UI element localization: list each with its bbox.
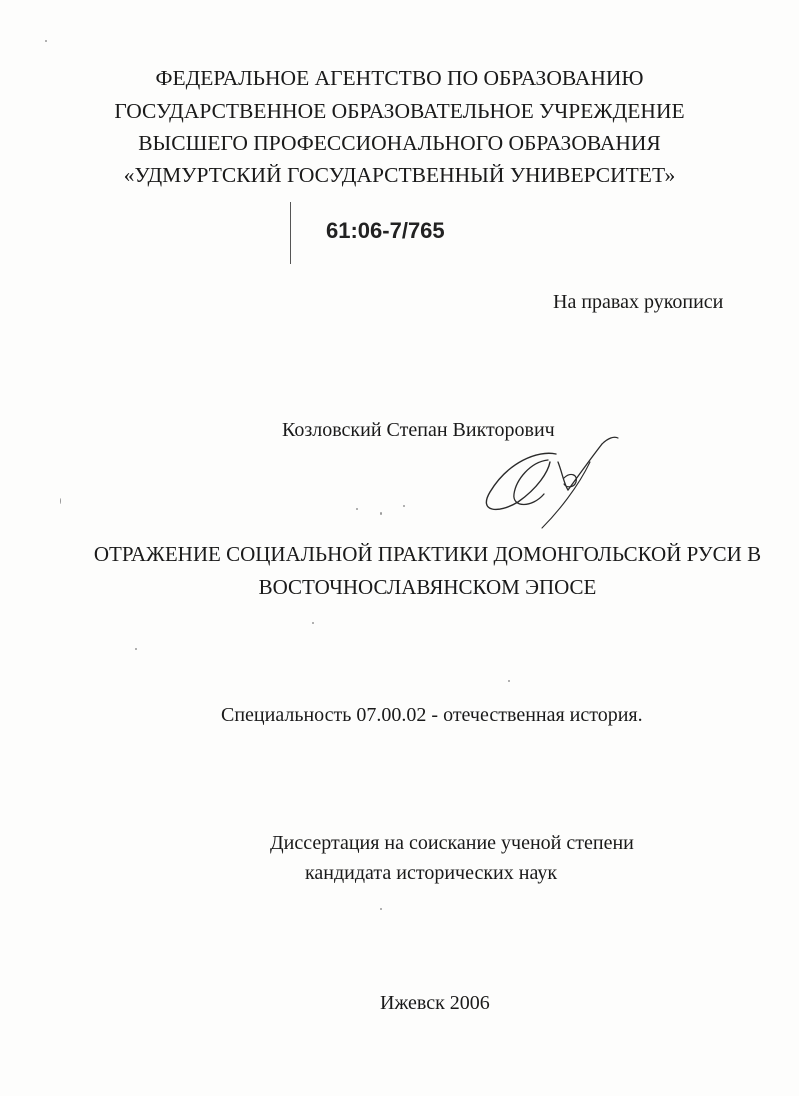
thesis-title-line-1: ОТРАЖЕНИЕ СОЦИАЛЬНОЙ ПРАКТИКИ ДОМОНГОЛЬСКОЙ РУСИ В [93,542,762,566]
author-name: Козловский Степан Викторович [282,419,555,441]
signature-icon [478,432,628,532]
scan-speck [356,508,358,510]
header-line-agency: ФЕДЕРАЛЬНОЕ АГЕНТСТВО ПО ОБРАЗОВАНИЮ [155,66,644,90]
scan-speck [508,680,510,682]
thesis-title-line-2: ВОСТОЧНОСЛАВЯНСКОМ ЭПОСЕ [258,575,597,599]
header-line-education: ВЫСШЕГО ПРОФЕССИОНАЛЬНОГО ОБРАЗОВАНИЯ [138,131,661,155]
degree-line-1: Диссертация на соискание ученой степени [270,832,634,854]
rights-note: На правах рукописи [553,291,724,313]
place-year: Ижевск 2006 [380,992,490,1014]
scan-speck [60,498,61,504]
header-line-institution: ГОСУДАРСТВЕННОЕ ОБРАЗОВАТЕЛЬНОЕ УЧРЕЖДЕНИЕ [114,99,685,123]
stamp-vertical-bar [290,202,291,264]
scan-speck [312,622,314,624]
specialty-line: Специальность 07.00.02 - отечественная история. [221,704,643,726]
scan-speck [380,512,382,515]
scan-speck [45,40,47,42]
scan-speck [403,505,405,507]
library-stamp-code: 61:06-7/765 [326,218,445,243]
header-line-university: «УДМУРТСКИЙ ГОСУДАРСТВЕННЫЙ УНИВЕРСИТЕТ» [123,163,676,187]
scan-speck [380,908,382,910]
degree-line-2: кандидата исторических наук [305,862,558,884]
scan-speck [135,648,137,650]
